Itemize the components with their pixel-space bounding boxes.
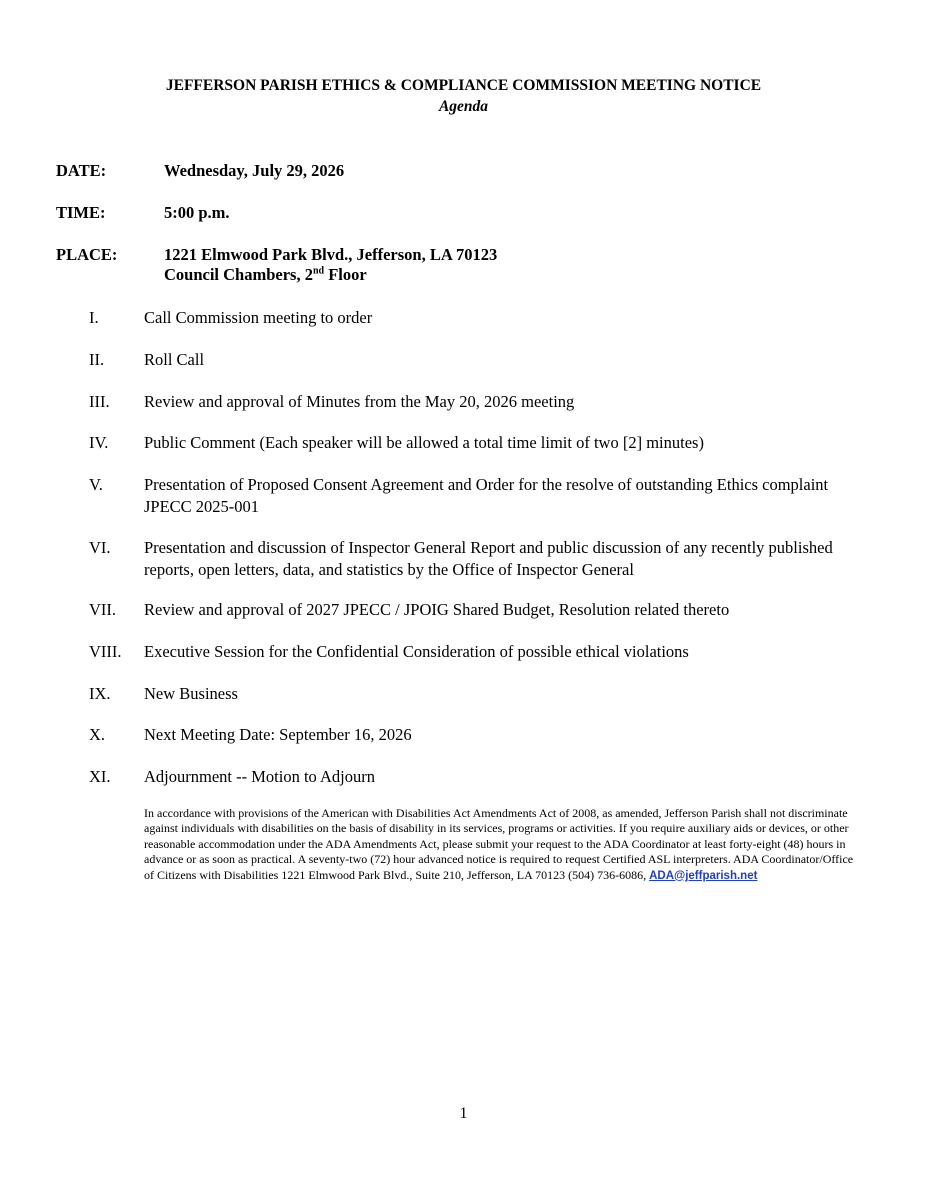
place-address: 1221 Elmwood Park Blvd., Jefferson, LA 70123 [164,245,498,264]
place-room-floor: Floor [324,265,367,284]
place-label: PLACE: [56,245,118,264]
time-label: TIME: [56,203,106,222]
place-room-ordinal: nd [312,265,325,277]
agenda-item-text: Call Commission meeting to order [144,308,373,327]
agenda-item-text: Presentation and discussion of Inspector General Report and public discussion of any recently published reports, open letters, data, and statistics by the Office of Inspector General [144,538,833,579]
ada-notice [144,806,864,884]
agenda-item-number: I. [89,308,99,327]
agenda-item-text: Adjournment -- Motion to Adjourn [144,767,375,786]
agenda-item-text: Review and approval of Minutes from the May 20, 2026 meeting [144,392,575,411]
agenda-item-text: Public Comment (Each speaker will be allowed a total time limit of two [2] minutes) [144,433,704,452]
notice-title: JEFFERSON PARISH ETHICS & COMPLIANCE COMMISSION MEETING NOTICE [165,77,762,94]
date-label: DATE: [56,161,107,180]
agenda-item-text: Review and approval of 2027 JPECC / JPOIG Shared Budget, Resolution related thereto [144,600,730,619]
agenda-item-text: Executive Session for the Confidential Consideration of possible ethical violations [144,642,689,661]
agenda-item-number: IX. [89,684,111,703]
agenda-item-number: III. [89,392,110,411]
notice-subtitle: Agenda [438,98,489,115]
date-value: Wednesday, July 29, 2026 [164,161,345,180]
agenda-item-text: Presentation of Proposed Consent Agreement and Order for the resolve of outstanding Ethics complaint JPECC 2025-001 [144,475,829,516]
place-room-text: Council Chambers, 2 [164,265,313,284]
agenda-item-number: XI. [89,767,111,786]
agenda-item-number: II. [89,350,105,369]
agenda-item-number: X. [89,725,106,744]
ada-email-link[interactable]: ADA@jeffparish.net [649,869,758,882]
page-number: 1 [459,1105,468,1122]
agenda-item-number: IV. [89,433,109,452]
place-room [164,264,367,285]
agenda-item-text: Roll Call [144,350,205,369]
ada-notice-text: In accordance with provisions of the American with Disabilities Act Amendments Act of 2008, as amended, Jefferson Parish shall not discriminate against individuals with disabilities on the basis of disability in its services, programs or activities. If you require auxiliary aids or devices, or other reasonable accommodation under the ADA Amendments Act, please submit your request to the ADA Coordinator at least forty-eight (48) hours in advance or as soon as practical. A seventy-two (72) hour advanced notice is required to request Certified ASL interpreters. ADA Coordinator/Office of Citizens with Disabilities 1221 Elmwood Park Blvd., Suite 210, Jefferson, LA 70123 (504) 736-6086, [144,806,854,882]
agenda-item-number: VI. [89,538,111,557]
agenda-item-text: New Business [144,684,238,703]
agenda-item-number: VIII. [89,642,122,661]
time-value: 5:00 p.m. [164,203,230,222]
agenda-item-number: V. [89,475,103,494]
agenda-item-number: VII. [89,600,117,619]
agenda-item-text: Next Meeting Date: September 16, 2026 [144,725,412,744]
